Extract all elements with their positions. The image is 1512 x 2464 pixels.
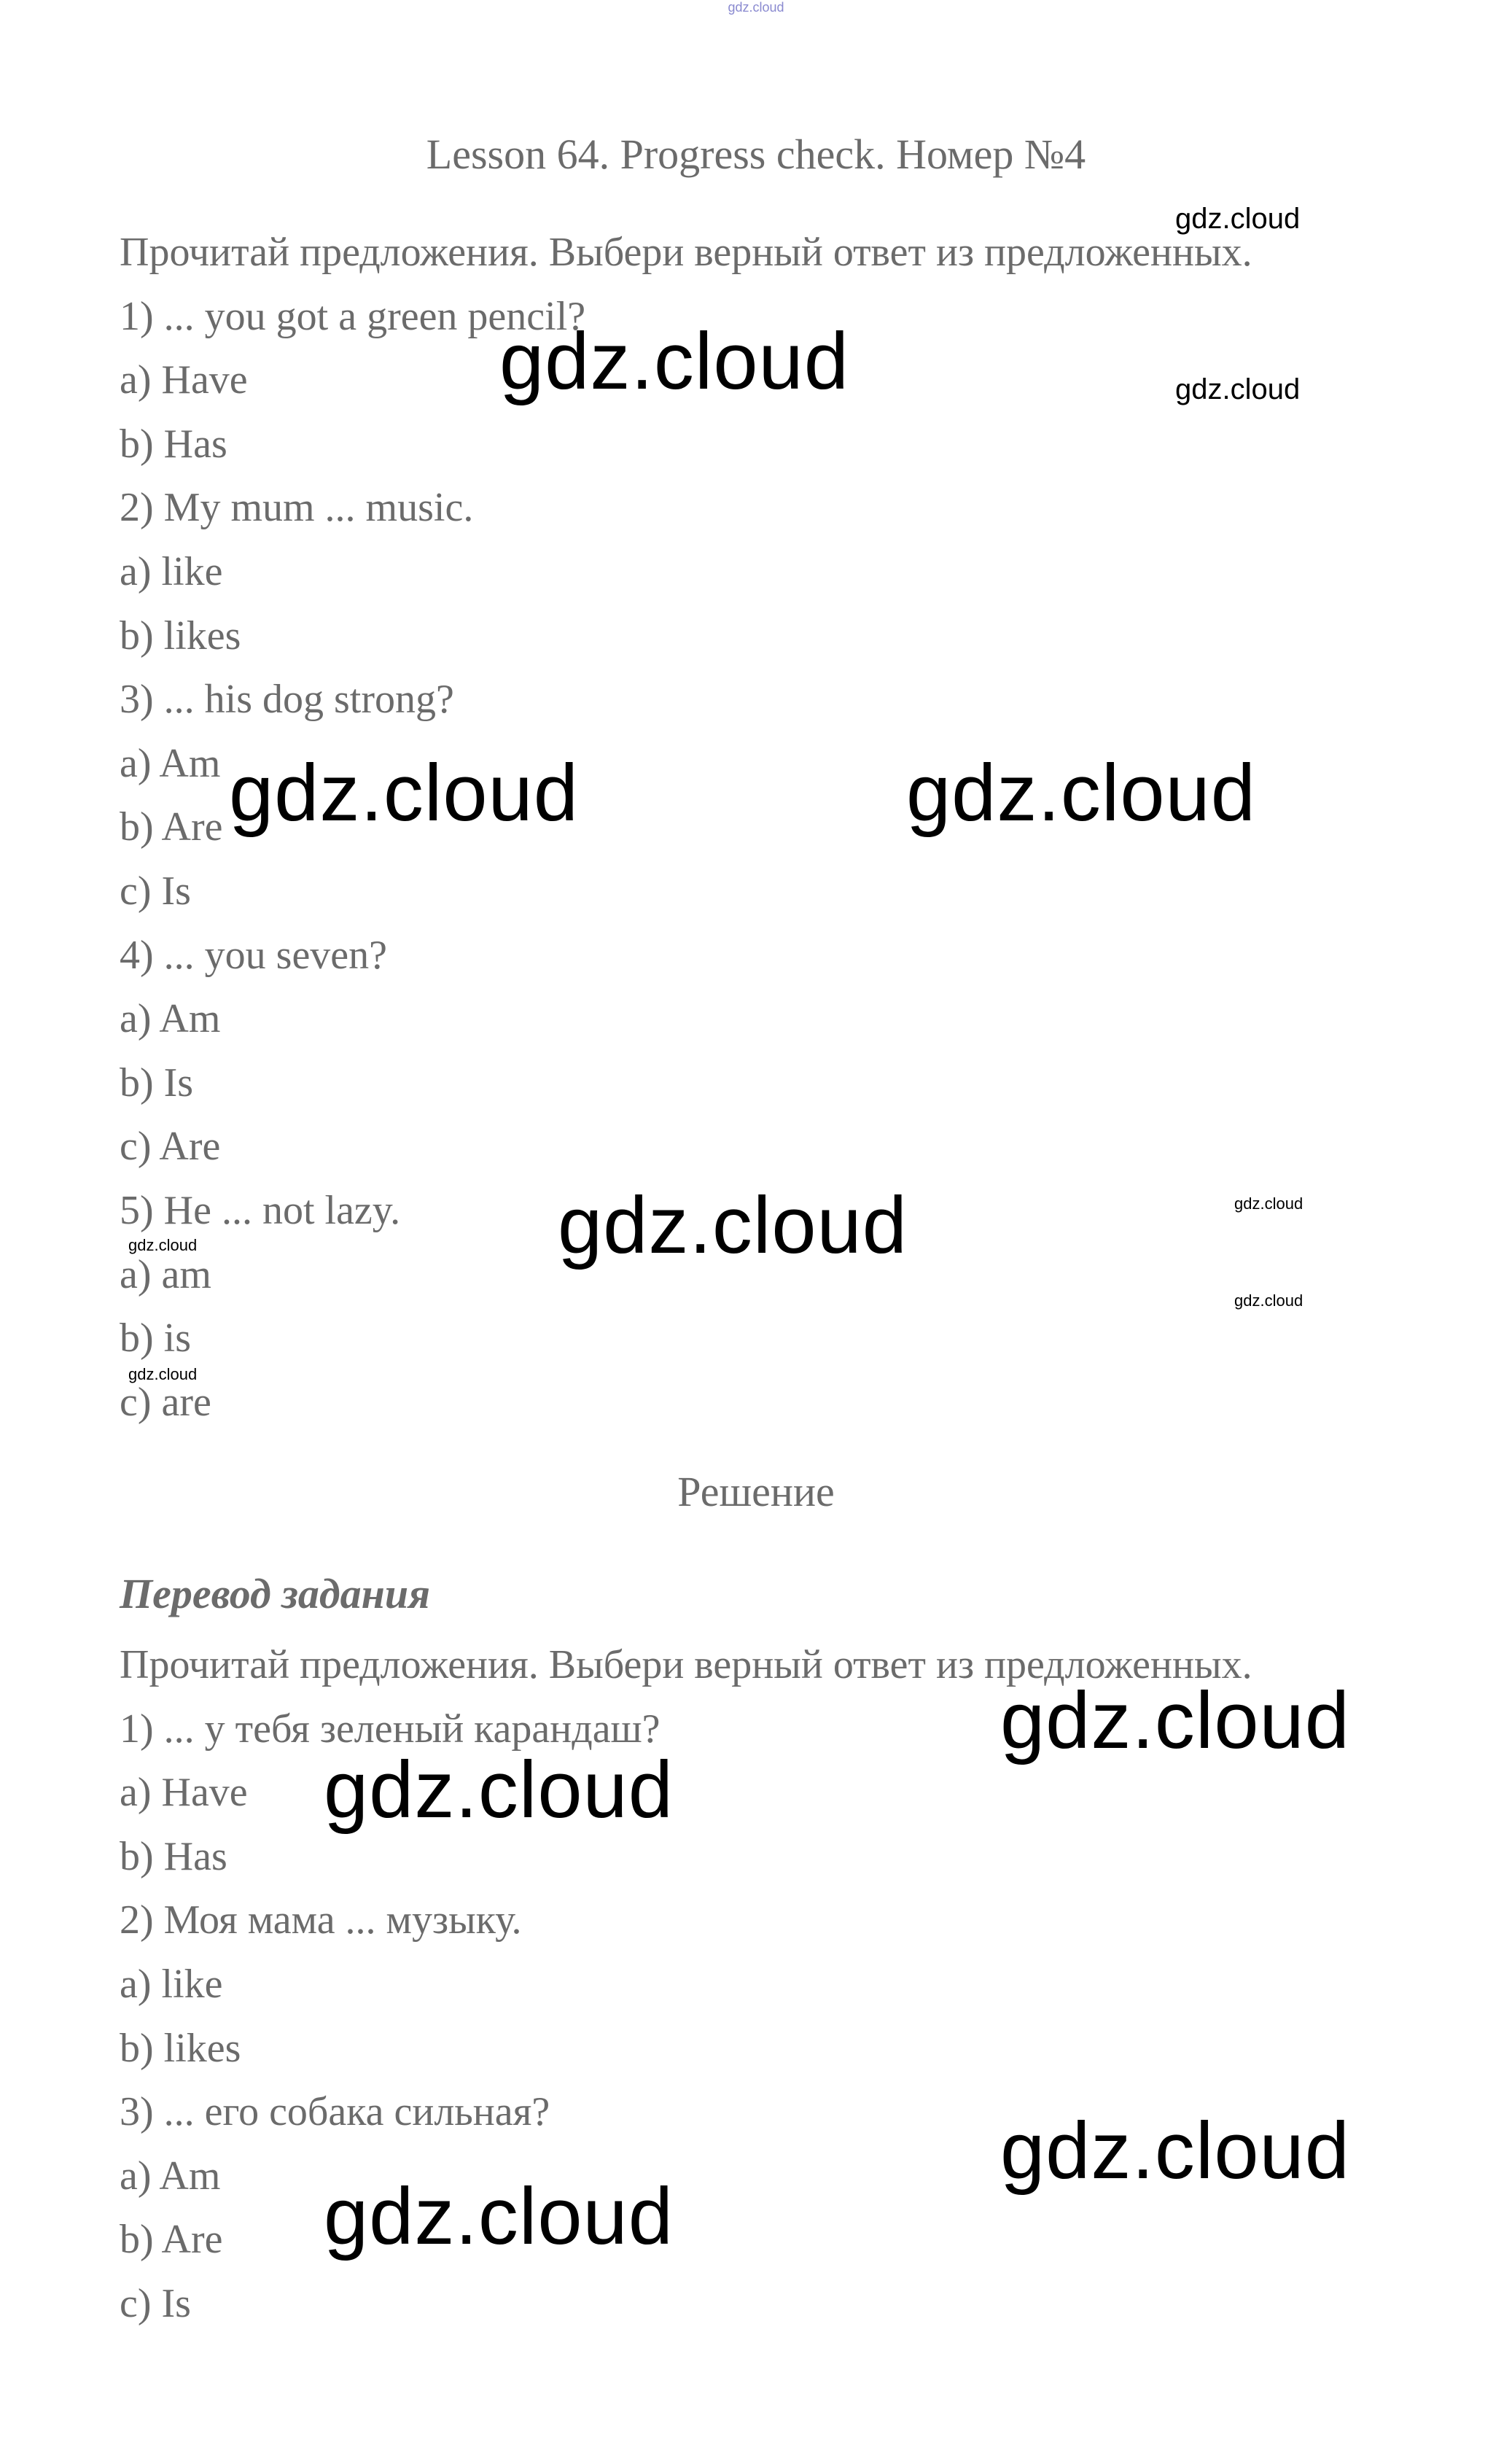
answer-option: c) Is <box>120 868 191 914</box>
translation-heading: Перевод задания <box>120 1570 430 1617</box>
answer-option: a) Have <box>120 1770 248 1816</box>
watermark: gdz.cloud <box>324 1745 674 1835</box>
translated-question-3: 3) ... его собака сильная? <box>120 2089 550 2135</box>
answer-option: a) like <box>120 1961 223 2007</box>
answer-option: a) am <box>120 1251 211 1297</box>
watermark: gdz.cloud <box>1234 1194 1303 1213</box>
solution-heading: Решение <box>677 1468 835 1515</box>
page-title: Lesson 64. Progress check. Номер №4 <box>426 131 1086 178</box>
answer-option: b) is <box>120 1315 191 1361</box>
watermark: gdz.cloud <box>128 1365 198 1383</box>
watermark: gdz.cloud <box>324 2172 674 2261</box>
question-1: 1) ... you got a green pencil? <box>120 293 586 339</box>
answer-option: b) likes <box>120 613 241 658</box>
answer-option: c) Is <box>120 2280 191 2326</box>
answer-option: b) Has <box>120 421 227 467</box>
answer-option: b) Are <box>120 2217 223 2263</box>
task-instruction: Прочитай предложения. Выбери верный ответ из предложенных. <box>120 230 1252 275</box>
watermark: gdz.cloud <box>1175 373 1301 405</box>
watermark: gdz.cloud <box>1234 1291 1303 1310</box>
answer-option: a) like <box>120 548 223 594</box>
answer-option: a) Have <box>120 357 248 403</box>
answer-option: a) Am <box>120 2153 221 2199</box>
question-3: 3) ... his dog strong? <box>120 677 454 723</box>
answer-option: a) Am <box>120 996 221 1042</box>
answer-option: b) likes <box>120 2025 241 2071</box>
question-4: 4) ... you seven? <box>120 932 388 978</box>
watermark: gdz.cloud <box>499 316 849 406</box>
translation-instruction: Прочитай предложения. Выбери верный ответ из предложенных. <box>120 1642 1252 1687</box>
translated-question-1: 1) ... у тебя зеленый карандаш? <box>120 1706 660 1752</box>
watermark: gdz.cloud <box>1000 1676 1350 1765</box>
top-watermark: gdz.cloud <box>728 0 784 15</box>
watermark: gdz.cloud <box>1175 203 1301 235</box>
answer-option: b) Has <box>120 1833 227 1879</box>
translated-question-2: 2) Моя мама ... музыку. <box>120 1897 522 1943</box>
watermark: gdz.cloud <box>906 748 1256 838</box>
watermark: gdz.cloud <box>558 1181 908 1270</box>
question-5: 5) He ... not lazy. <box>120 1187 401 1233</box>
watermark: gdz.cloud <box>128 1236 198 1254</box>
watermark: gdz.cloud <box>1000 2106 1350 2196</box>
answer-option: c) Are <box>120 1124 221 1170</box>
answer-option: c) are <box>120 1379 211 1425</box>
question-2: 2) My mum ... music. <box>120 485 474 531</box>
answer-option: a) Am <box>120 740 221 786</box>
answer-option: b) Is <box>120 1060 194 1105</box>
watermark: gdz.cloud <box>229 748 579 838</box>
answer-option: b) Are <box>120 804 223 850</box>
